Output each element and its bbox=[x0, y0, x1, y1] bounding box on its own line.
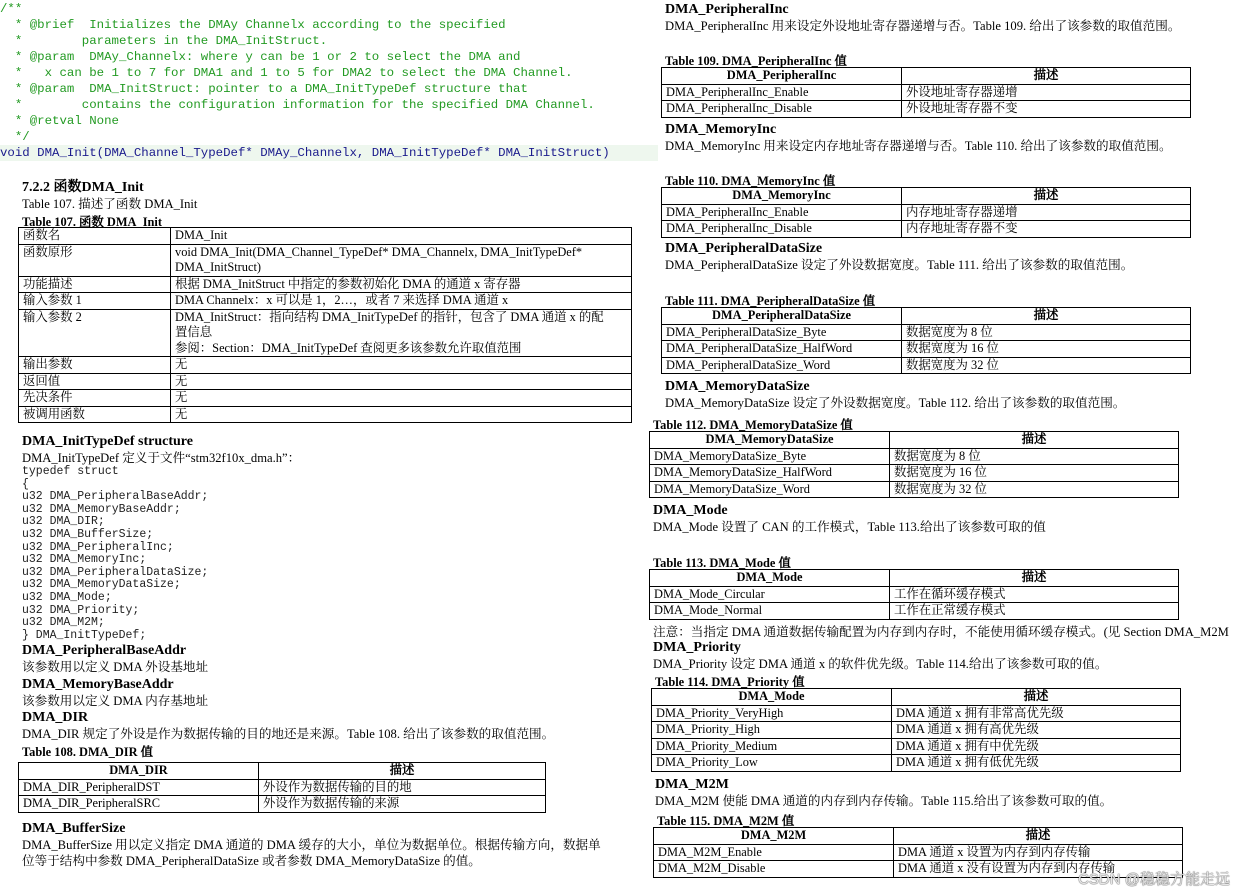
table-value: DMA 通道 x 拥有中优先级 bbox=[892, 738, 1181, 755]
table-key: DMA_MemoryDataSize_Word bbox=[650, 481, 890, 498]
table-row bbox=[662, 101, 1191, 118]
table-row bbox=[662, 84, 1191, 101]
table-value: DMA 通道 x 设置为内存到内存传输 bbox=[894, 844, 1183, 861]
section-heading: DMA_MemoryBaseAddr bbox=[22, 677, 174, 692]
table-caption: Table 108. DMA_DIR 值 bbox=[22, 745, 154, 759]
section-heading: DMA_PeripheralBaseAddr bbox=[22, 643, 187, 658]
watermark: CSDN @稳稳方能走远 bbox=[1078, 871, 1230, 888]
table-value-line: 置信息 bbox=[175, 325, 213, 339]
section-desc: 该参数用以定义 DMA 外设基地址 bbox=[22, 660, 209, 674]
table-value-line: DMA_InitStruct) bbox=[175, 260, 262, 274]
table-value-line: 参阅：Section：DMA_InitTypeDef 查阅更多该参数允许取值范围 bbox=[175, 340, 522, 355]
table-value: 外设地址寄存器递增 bbox=[902, 84, 1191, 101]
code-line: /** bbox=[0, 2, 23, 16]
mem-inc-table bbox=[661, 187, 1191, 238]
table-value: 内存地址寄存器不变 bbox=[902, 221, 1191, 238]
section-heading: DMA_PeripheralInc bbox=[665, 2, 789, 17]
table-header: DMA_M2M bbox=[654, 828, 894, 845]
table-key: 先决条件 bbox=[19, 390, 171, 407]
code-line: * x can be 1 to 7 for DMA1 and 1 to 5 for DMA2 to select the DMA Channel. bbox=[0, 66, 573, 80]
table-key: DMA_DIR_PeripheralDST bbox=[19, 779, 259, 796]
table-row bbox=[650, 481, 1179, 498]
table-key: DMA_M2M_Disable bbox=[654, 861, 894, 878]
table-value: 内存地址寄存器递增 bbox=[902, 204, 1191, 221]
dir-table bbox=[18, 762, 546, 813]
table-header: DMA_PeripheralDataSize bbox=[662, 308, 902, 325]
table-key: DMA_DIR_PeripheralSRC bbox=[19, 796, 259, 813]
table-row bbox=[19, 309, 632, 357]
section-desc: 该参数用以定义 DMA 内存基地址 bbox=[22, 694, 209, 708]
table-row bbox=[652, 738, 1181, 755]
table-value: DMA Channelx：x 可以是 1，2…，或者 7 来选择 DMA 通道 x bbox=[171, 293, 632, 310]
table-header: 描述 bbox=[902, 68, 1191, 85]
table-header: 描述 bbox=[894, 828, 1183, 845]
table-key: DMA_PeripheralInc_Disable bbox=[662, 221, 902, 238]
periph-inc-section bbox=[665, 2, 1180, 34]
section-desc: DMA_InitTypeDef 定义于文件“stm32f10x_dma.h”： bbox=[22, 451, 301, 465]
section-heading: DMA_Mode bbox=[653, 503, 728, 518]
table-header: DMA_PeripheralInc bbox=[662, 68, 902, 85]
table-row bbox=[654, 844, 1183, 861]
table-key: 输入参数 1 bbox=[19, 293, 171, 310]
table-key: DMA_MemoryDataSize_HalfWord bbox=[650, 465, 890, 482]
code-line: * parameters in the DMA_InitStruct. bbox=[0, 34, 328, 48]
table-row bbox=[662, 204, 1191, 221]
table-value: DMA 通道 x 拥有低优先级 bbox=[892, 755, 1181, 772]
peripheral-base-section bbox=[22, 643, 208, 675]
mem-inc-section bbox=[665, 122, 1172, 154]
dir-section bbox=[22, 710, 554, 760]
table-row bbox=[650, 448, 1179, 465]
section-intro: Table 107. 描述了函数 DMA_Init bbox=[22, 197, 198, 211]
table-key: DMA_PeripheralInc_Enable bbox=[662, 204, 902, 221]
struct-code: typedef struct { u32 DMA_PeripheralBaseAddr; u32 DMA_MemoryBaseAddr; u32 DMA_DIR; u32 DMA_BufferSize; u32 DMA_PeripheralInc; u32 DMA_MemoryInc; u32 DMA_PeripheralDataSize; u32 DMA_MemoryDataSize; u32 DMA_Mode; u32 DMA_Priority; u32 DMA_M2M; } DMA_InitTypeDef; bbox=[22, 465, 209, 642]
table-key: DMA_MemoryDataSize_Byte bbox=[650, 448, 890, 465]
table-value: 根据 DMA_InitStruct 中指定的参数初始化 DMA 的通道 x 寄存器 bbox=[171, 276, 632, 293]
code-line: * @param DMA_InitStruct: pointer to a DMA_InitTypeDef structure that bbox=[0, 82, 528, 96]
table-value bbox=[171, 309, 632, 357]
table-key: DMA_M2M_Enable bbox=[654, 844, 894, 861]
table-header: 描述 bbox=[890, 570, 1179, 587]
table-header: DMA_MemoryInc bbox=[662, 188, 902, 205]
section-desc: DMA_DIR 规定了外设是作为数据传输的目的地还是来源。Table 108. 给出了该参数的取值范围。 bbox=[22, 727, 555, 741]
table-key: DMA_Priority_VeryHigh bbox=[652, 705, 892, 722]
table-row bbox=[19, 228, 632, 245]
table-value: 无 bbox=[171, 357, 632, 374]
table-header: DMA_Mode bbox=[652, 689, 892, 706]
section-heading: DMA_InitTypeDef structure bbox=[22, 434, 193, 449]
section-desc: DMA_MemoryInc 用来设定内存地址寄存器递增与否。Table 110. 给出了该参数的取值范围。 bbox=[665, 139, 1172, 153]
table-key: 函数名 bbox=[19, 228, 171, 245]
table-caption: Table 114. DMA_Priority 值 bbox=[655, 675, 805, 689]
code-line: * @brief Initializes the DMAy Channelx according to the specified bbox=[0, 18, 506, 32]
table-value bbox=[171, 244, 632, 276]
table-header: 描述 bbox=[259, 763, 546, 780]
table-key: 返回值 bbox=[19, 373, 171, 390]
table-value: DMA_Init bbox=[171, 228, 632, 245]
section-heading: DMA_PeripheralDataSize bbox=[665, 241, 823, 256]
section-desc: DMA_Mode 设置了 CAN 的工作模式，Table 113.给出了该参数可取的值 bbox=[653, 520, 1046, 534]
table-caption: Table 109. DMA_PeripheralInc 值 bbox=[665, 54, 847, 68]
periph-inc-table bbox=[661, 67, 1191, 118]
table-key: 输入参数 2 bbox=[19, 309, 171, 357]
table-row bbox=[19, 244, 632, 276]
section-heading: DMA_MemoryInc bbox=[665, 122, 777, 137]
table-value: 数据宽度为 8 位 bbox=[890, 448, 1179, 465]
table-value: 外设作为数据传输的目的地 bbox=[259, 779, 546, 796]
table-key: DMA_Priority_High bbox=[652, 722, 892, 739]
table-row bbox=[19, 293, 632, 310]
table-header: DMA_DIR bbox=[19, 763, 259, 780]
table-key: DMA_PeripheralInc_Enable bbox=[662, 84, 902, 101]
section-heading: DMA_MemoryDataSize bbox=[665, 379, 810, 394]
table-header: 描述 bbox=[892, 689, 1181, 706]
section-heading: DMA_M2M bbox=[655, 777, 729, 792]
table-key: DMA_Mode_Circular bbox=[650, 586, 890, 603]
table-value: 无 bbox=[171, 390, 632, 407]
section-heading: DMA_Priority bbox=[653, 640, 741, 655]
table-row bbox=[19, 779, 546, 796]
table-value-line: void DMA_Init(DMA_Channel_TypeDef* DMA_Channelx, DMA_InitTypeDef* bbox=[175, 244, 583, 259]
table-value: 工作在正常缓存模式 bbox=[890, 603, 1179, 620]
periph-size-section bbox=[665, 241, 1133, 273]
code-line: * @param DMAy_Channelx: where y can be 1 or 2 to select the DMA and bbox=[0, 50, 521, 64]
table-header: 描述 bbox=[902, 188, 1191, 205]
mode-table bbox=[649, 569, 1179, 620]
code-line: * contains the configuration information for the specified DMA Channel. bbox=[0, 98, 595, 112]
table-key: DMA_PeripheralDataSize_Byte bbox=[662, 324, 902, 341]
table-row bbox=[19, 357, 632, 374]
mem-size-table bbox=[649, 431, 1179, 498]
mode-note: 注意：当指定 DMA 通道数据传输配置为内存到内存时，不能使用循环缓存模式。(见 Section DMA_M2M bbox=[653, 625, 1229, 639]
mem-size-section bbox=[665, 379, 1125, 411]
table-value: 无 bbox=[171, 406, 632, 423]
code-line: * @retval None bbox=[0, 114, 119, 128]
section-desc: DMA_PeripheralDataSize 设定了外设数据宽度。Table 111. 给出了该参数的取值范围。 bbox=[665, 258, 1134, 272]
table-caption: Table 113. DMA_Mode 值 bbox=[653, 556, 791, 570]
table-row bbox=[19, 373, 632, 390]
section-desc: DMA_M2M 使能 DMA 通道的内存到内存传输。Table 115.给出了该参数可取的值。 bbox=[655, 794, 1113, 808]
table-key: DMA_Priority_Low bbox=[652, 755, 892, 772]
table-value: 数据宽度为 16 位 bbox=[890, 465, 1179, 482]
table-value: 无 bbox=[171, 373, 632, 390]
table-value: 数据宽度为 32 位 bbox=[890, 481, 1179, 498]
table-row bbox=[662, 357, 1191, 374]
priority-table bbox=[651, 688, 1181, 772]
code-line: */ bbox=[0, 130, 30, 144]
table-row bbox=[19, 390, 632, 407]
table-row bbox=[19, 406, 632, 423]
table-row bbox=[652, 722, 1181, 739]
table-header: DMA_Mode bbox=[650, 570, 890, 587]
section-heading: DMA_BufferSize bbox=[22, 821, 126, 836]
section-desc: DMA_MemoryDataSize 设定了外设数据宽度。Table 112. 给出了该参数的取值范围。 bbox=[665, 396, 1126, 410]
table-row bbox=[650, 465, 1179, 482]
table-header: DMA_MemoryDataSize bbox=[650, 432, 890, 449]
table-row bbox=[19, 276, 632, 293]
section-desc: DMA_Priority 设定 DMA 通道 x 的软件优先级。Table 114.给出了该参数可取的值。 bbox=[653, 657, 1108, 671]
section-desc: 位等于结构中参数 DMA_PeripheralDataSize 或者参数 DMA_MemoryDataSize 的值。 bbox=[22, 854, 481, 868]
table-value: 外设地址寄存器不变 bbox=[902, 101, 1191, 118]
function-signature: void DMA_Init(DMA_Channel_TypeDef* DMAy_Channelx, DMA_InitTypeDef* DMA_InitStruct) bbox=[0, 145, 658, 161]
function-table bbox=[18, 227, 632, 423]
inittypedef-section bbox=[22, 434, 300, 642]
table-value: 数据宽度为 8 位 bbox=[902, 324, 1191, 341]
table-value: DMA 通道 x 拥有非常高优先级 bbox=[892, 705, 1181, 722]
table-caption: Table 110. DMA_MemoryInc 值 bbox=[665, 174, 836, 188]
memory-base-section bbox=[22, 677, 208, 709]
table-caption: Table 111. DMA_PeripheralDataSize 值 bbox=[665, 294, 876, 308]
table-key: 被调用函数 bbox=[19, 406, 171, 423]
table-value: 数据宽度为 32 位 bbox=[902, 357, 1191, 374]
table-caption: Table 107. 函数 DMA_Init bbox=[22, 215, 162, 229]
section-desc: DMA_BufferSize 用以定义指定 DMA 通道的 DMA 缓存的大小，单位为数据单位。根据传输方向，数据单 bbox=[22, 838, 601, 852]
table-caption: Table 115. DMA_M2M 值 bbox=[657, 814, 795, 828]
table-row bbox=[652, 755, 1181, 772]
table-value: DMA 通道 x 拥有高优先级 bbox=[892, 722, 1181, 739]
table-key: DMA_PeripheralDataSize_Word bbox=[662, 357, 902, 374]
table-key: DMA_PeripheralDataSize_HalfWord bbox=[662, 341, 902, 358]
section-heading: DMA_DIR bbox=[22, 710, 89, 725]
table-row bbox=[19, 796, 546, 813]
table-row bbox=[662, 324, 1191, 341]
section-dma-init bbox=[22, 176, 197, 230]
table-header: 描述 bbox=[902, 308, 1191, 325]
table-value: DMA 通道 x 没有设置为内存到内存传输 bbox=[894, 861, 1183, 878]
table-key: DMA_Mode_Normal bbox=[650, 603, 890, 620]
section-heading: 7.2.2 函数DMA_Init bbox=[22, 180, 144, 195]
periph-size-table bbox=[661, 307, 1191, 374]
table-key: 输出参数 bbox=[19, 357, 171, 374]
table-caption: Table 112. DMA_MemoryDataSize 值 bbox=[653, 418, 853, 432]
table-value-line: DMA_InitStruct：指向结构 DMA_InitTypeDef 的指针，包含了 DMA 通道 x 的配 bbox=[175, 309, 604, 324]
table-key: 函数原形 bbox=[19, 244, 171, 276]
table-row bbox=[662, 221, 1191, 238]
table-key: DMA_Priority_Medium bbox=[652, 738, 892, 755]
table-key: DMA_PeripheralInc_Disable bbox=[662, 101, 902, 118]
table-row bbox=[650, 586, 1179, 603]
code-comment-block bbox=[0, 0, 658, 161]
table-value: 外设作为数据传输的来源 bbox=[259, 796, 546, 813]
table-row bbox=[652, 705, 1181, 722]
table-value: 数据宽度为 16 位 bbox=[902, 341, 1191, 358]
m2m-section bbox=[655, 777, 1112, 809]
section-desc: DMA_PeripheralInc 用来设定外设地址寄存器递增与否。Table 109. 给出了该参数的取值范围。 bbox=[665, 19, 1181, 33]
buffer-section bbox=[22, 821, 601, 869]
priority-section bbox=[653, 640, 1107, 672]
table-row bbox=[650, 603, 1179, 620]
table-header: 描述 bbox=[890, 432, 1179, 449]
table-value: 工作在循环缓存模式 bbox=[890, 586, 1179, 603]
mode-section bbox=[653, 503, 1046, 535]
table-row bbox=[662, 341, 1191, 358]
table-key: 功能描述 bbox=[19, 276, 171, 293]
